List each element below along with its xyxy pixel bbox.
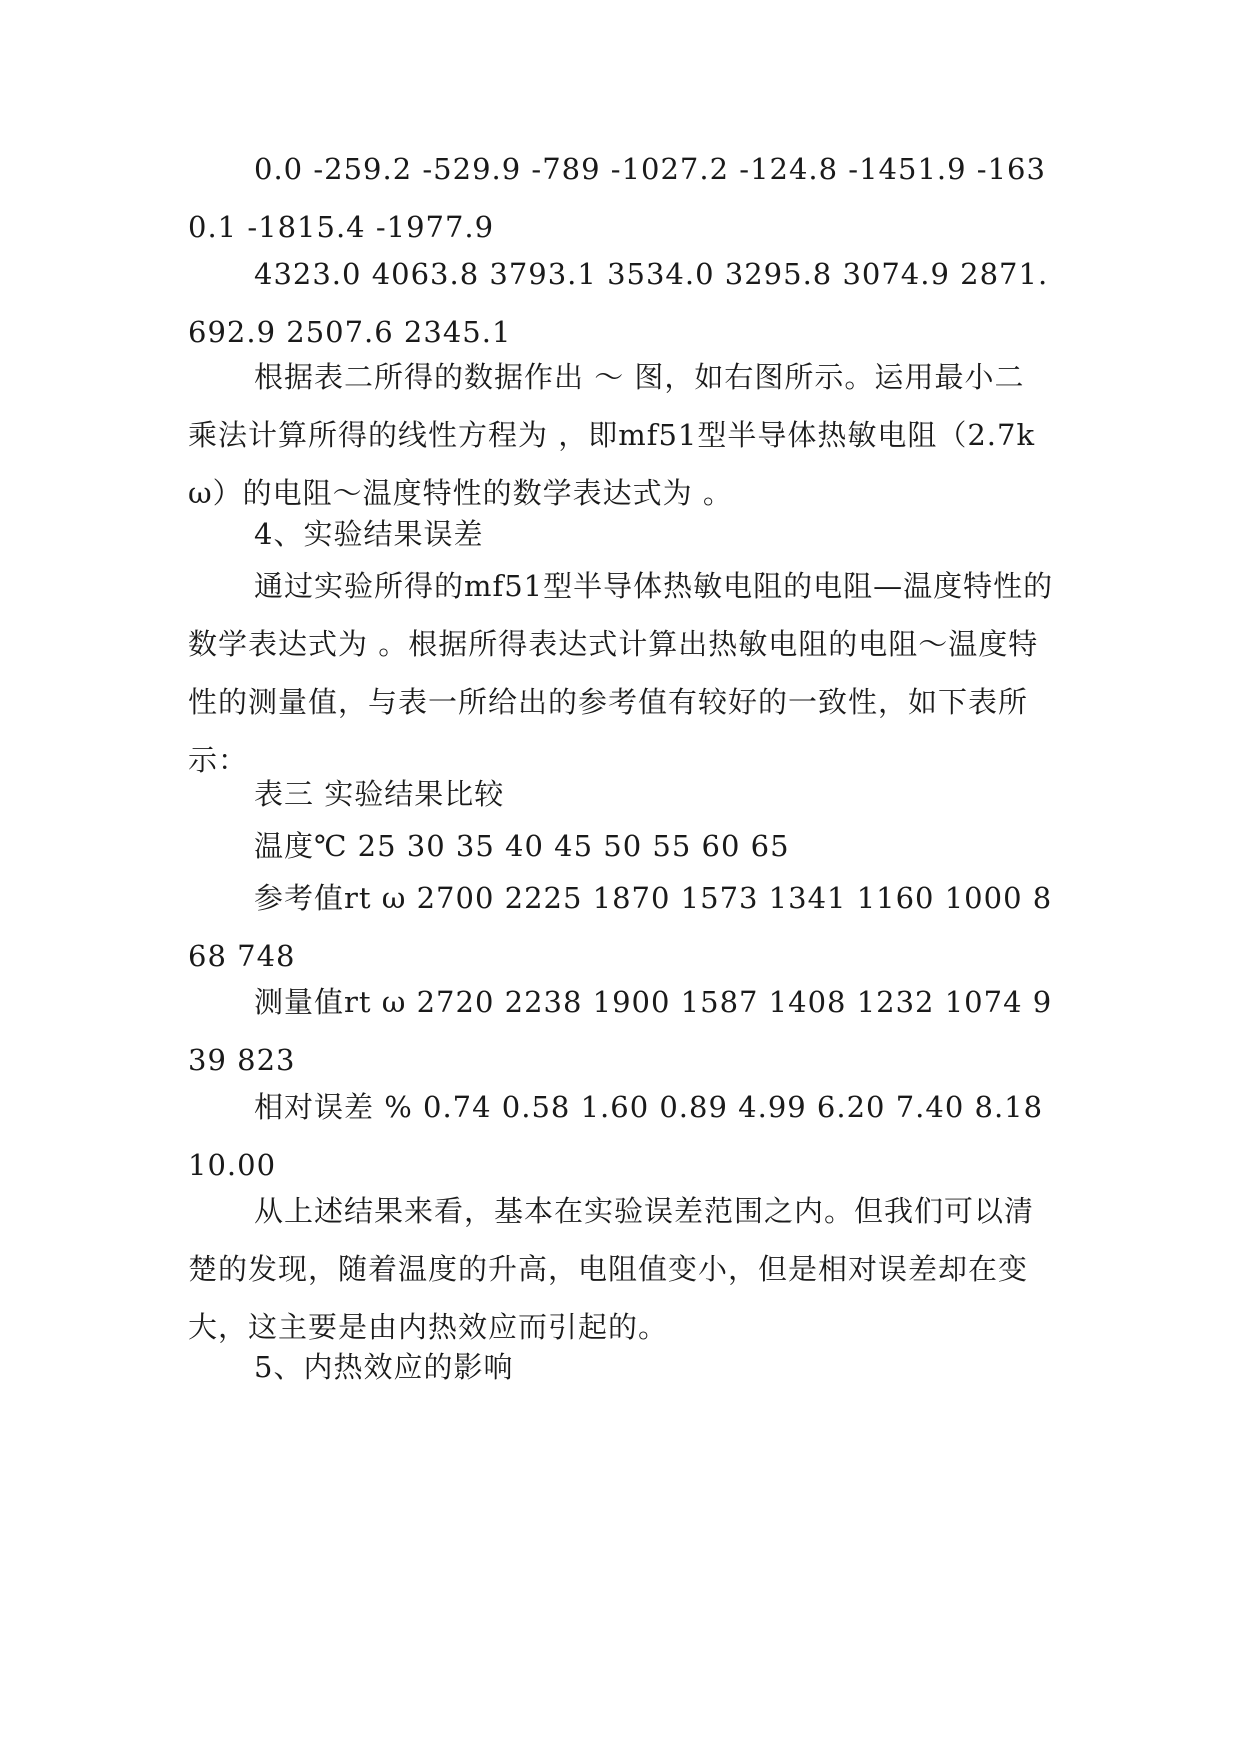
body-paragraph: 从上述结果来看，基本在实验误差范围之内。但我们可以清楚的发现，随着温度的升高，电阻值变小，但是相对误差却在变大，这主要是由内热效应而引起的。 — [188, 1194, 1035, 1344]
body-paragraph: 通过实验所得的mf51型半导体热敏电阻的电阻—温度特性的数学表达式为 。根据所得表达式计算出热敏电阻的电阻～温度特性的测量值，与表一所给出的参考值有较好的一致性，如下表所示： — [188, 569, 1054, 777]
section-heading: 4、实验结果误差 — [254, 517, 484, 551]
table-row-relative-error: 相对误差 % 0.74 0.58 1.60 0.89 4.99 6.20 7.40 8.18 10.00 — [188, 1090, 1044, 1182]
data-row-1: 0.0 -259.2 -529.9 -789 -1027.2 -124.8 -1451.9 -1630.1 -1815.4 -1977.9 — [188, 152, 1046, 244]
body-paragraph: 根据表二所得的数据作出 ～ 图，如右图所示。运用最小二乘法计算所得的线性方程为 ，即mf51型半导体热敏电阻（2.7kω）的电阻～温度特性的数学表达式为 。 — [188, 360, 1036, 510]
table-caption: 表三 实验结果比较 — [254, 777, 505, 811]
table-row-reference: 参考值rt ω 2700 2225 1870 1573 1341 1160 1000 868 748 — [188, 881, 1053, 973]
table-row-temperature: 温度℃ 25 30 35 40 45 50 55 60 65 — [254, 829, 790, 863]
section-heading: 5、内热效应的影响 — [254, 1350, 514, 1384]
data-row-2: 4323.0 4063.8 3793.1 3534.0 3295.8 3074.9 2871.692.9 2507.6 2345.1 — [188, 257, 1049, 349]
table-row-measured: 测量值rt ω 2720 2238 1900 1587 1408 1232 1074 939 823 — [188, 985, 1053, 1077]
